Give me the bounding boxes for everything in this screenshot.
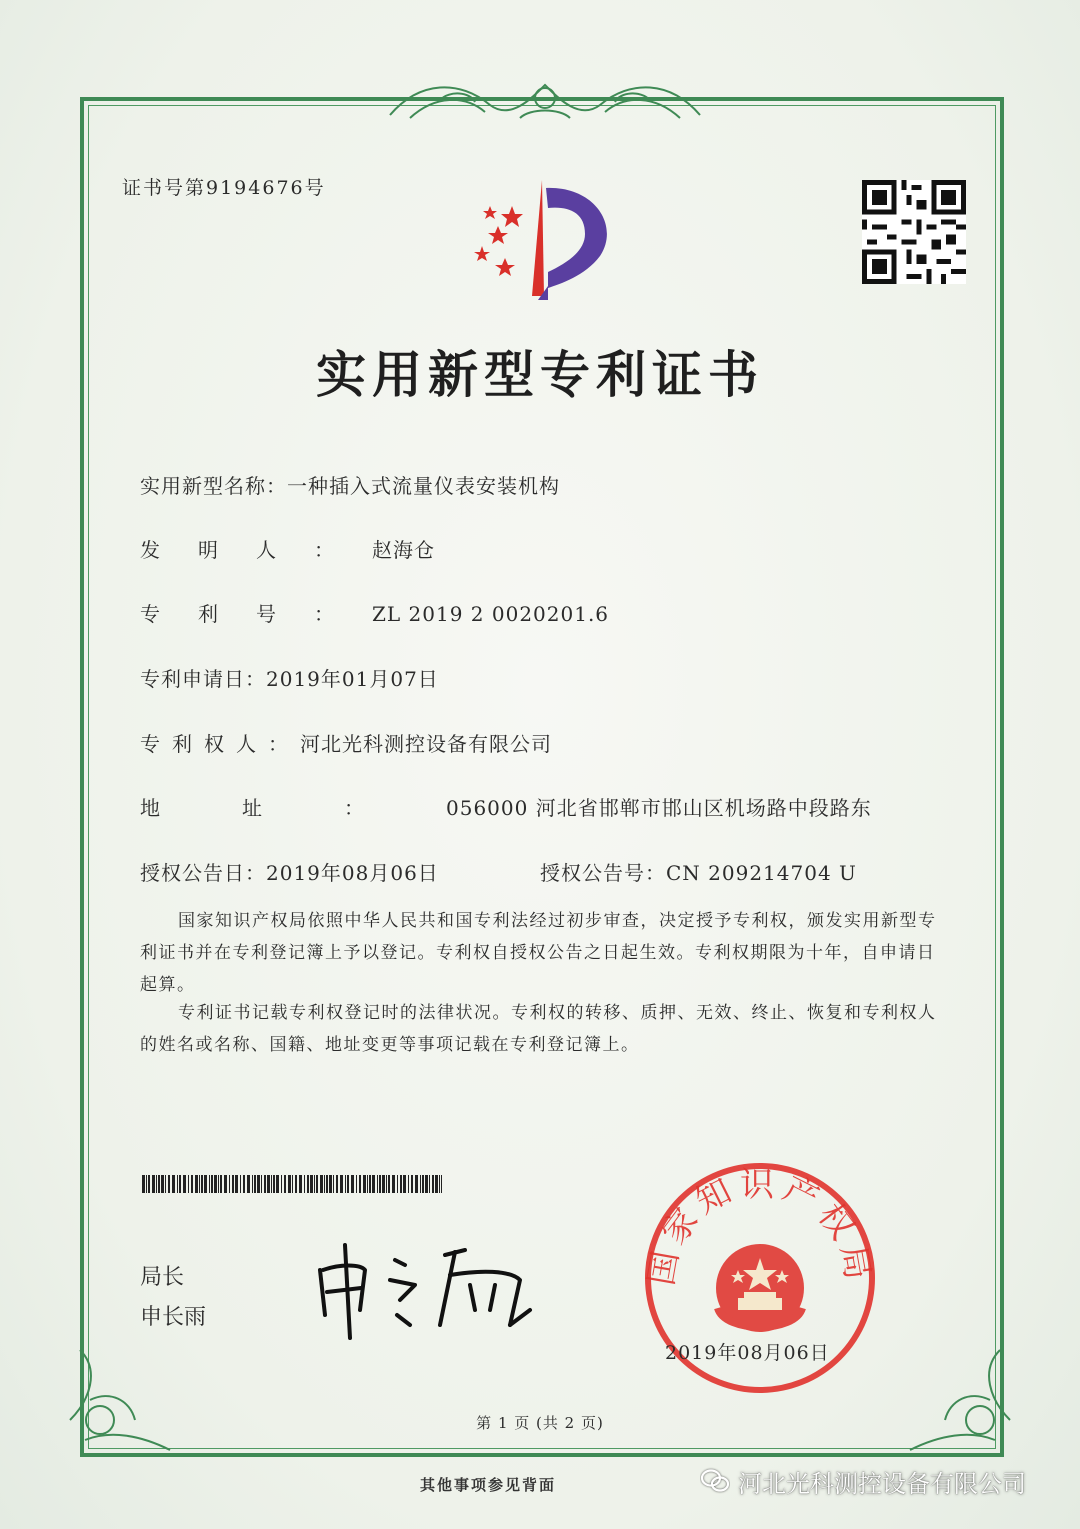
director-title: 局长 bbox=[140, 1265, 185, 1290]
field-grant-number bbox=[540, 857, 857, 886]
page-number: 第 1 页 (共 2 页) bbox=[476, 1414, 604, 1432]
watermark-text: 河北光科测控设备有限公司 bbox=[738, 1469, 1026, 1498]
field-inventor bbox=[140, 534, 435, 563]
field-value: ZL 2019 2 0020201.6 bbox=[372, 602, 610, 626]
top-ornament-icon bbox=[380, 70, 710, 130]
field-utility-name bbox=[140, 470, 560, 499]
paragraph-grant-statement: 国家知识产权局依照中华人民共和国专利法经过初步审查，决定授予专利权，颁发实用新型专利证书并在专利登记簿上予以登记。专利权自授权公告之日起生效。专利权期限为十年，自申请日起算。 bbox=[140, 911, 937, 995]
field-value: 河北光科测控设备有限公司 bbox=[300, 732, 552, 756]
field-value: 2019年01月07日 bbox=[266, 667, 439, 691]
field-value: 056000 河北省邯郸市邯山区机场路中段路东 bbox=[446, 796, 872, 820]
field-label: 专利申请日： bbox=[140, 667, 266, 691]
field-value: 赵海仓 bbox=[372, 538, 435, 562]
patent-office-logo-icon bbox=[460, 176, 630, 304]
field-label: 实用新型名称： bbox=[140, 474, 287, 498]
certificate-number: 证书号第9194676号 bbox=[122, 177, 326, 199]
certificate-title: 实用新型专利证书 bbox=[316, 346, 764, 404]
seal-text: 国家知识产权局 bbox=[641, 1165, 879, 1289]
field-patent-number bbox=[140, 598, 609, 627]
field-label: 专利权人： bbox=[140, 732, 300, 756]
corner-ornament-icon bbox=[900, 1340, 1020, 1460]
qr-code-icon bbox=[862, 180, 966, 284]
field-patentee bbox=[140, 728, 552, 757]
field-label: 发明人： bbox=[140, 538, 372, 562]
field-address bbox=[140, 792, 872, 821]
field-label: 专利号： bbox=[140, 602, 372, 626]
signature-icon bbox=[305, 1230, 555, 1340]
director-block bbox=[140, 1258, 206, 1338]
footer-note: 其他事项参见背面 bbox=[420, 1476, 557, 1494]
director-name: 申长雨 bbox=[140, 1305, 207, 1330]
field-value: 一种插入式流量仪表安装机构 bbox=[287, 474, 560, 498]
field-label: 地址： bbox=[140, 796, 446, 820]
seal-date: 2019年08月06日 bbox=[665, 1342, 830, 1364]
corner-ornament-icon bbox=[60, 1340, 180, 1460]
wechat-icon bbox=[700, 1467, 730, 1495]
field-label: 授权公告号： bbox=[540, 861, 666, 885]
field-value: 2019年08月06日 bbox=[266, 861, 439, 885]
field-value: CN 209214704 U bbox=[666, 861, 857, 885]
field-label: 授权公告日： bbox=[140, 861, 266, 885]
paragraph-legal-status: 专利证书记载专利权登记时的法律状况。专利权的转移、质押、无效、终止、恢复和专利权人的姓名或名称、国籍、地址变更等事项记载在专利登记簿上。 bbox=[140, 1003, 937, 1055]
field-filing-date bbox=[140, 663, 439, 692]
barcode-icon bbox=[142, 1175, 442, 1193]
wechat-watermark bbox=[700, 1461, 1026, 1501]
field-grant-date bbox=[140, 857, 439, 886]
